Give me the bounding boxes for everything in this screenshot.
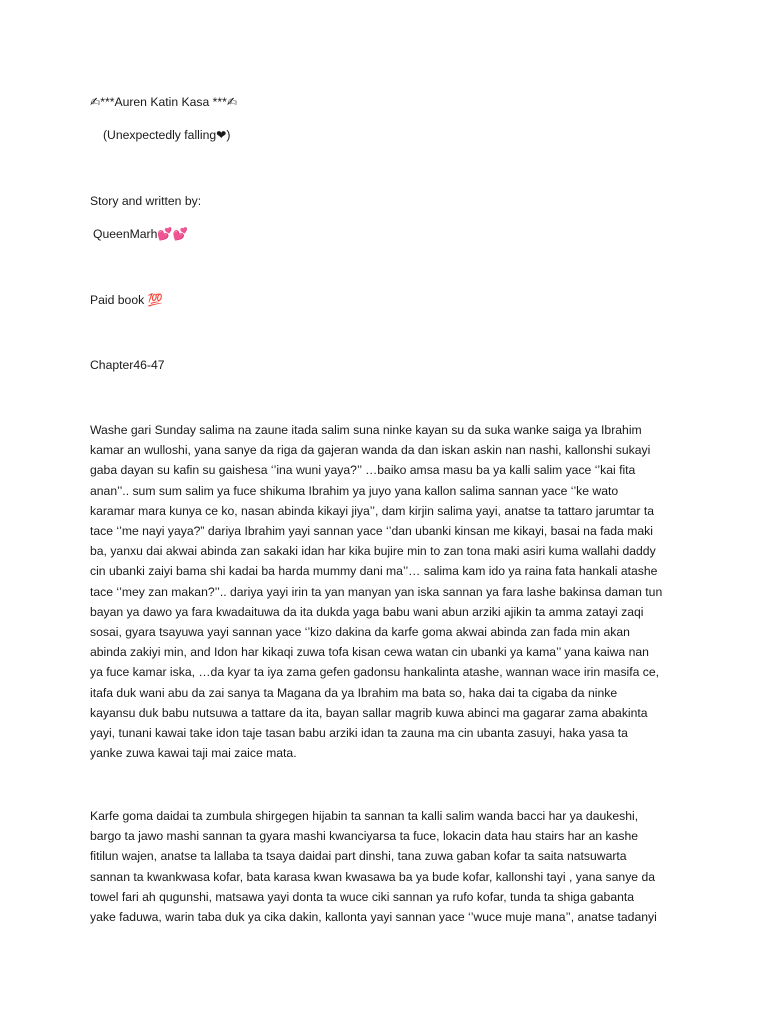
paragraph-line: Karfe goma daidai ta zumbula shirgegen hijabin ta sannan ta kalli salim wanda bacci har ya daukeshi, (90, 809, 639, 823)
credit-label: Story and written by: (90, 194, 202, 208)
paragraph-line: kayansu duk babu nutsuwa a tattare da ita, bayan sallar magrib kuwa abinci ma gagarar zama abakinta (90, 705, 648, 720)
story-title: ✍***Auren Katin Kasa ***✍ (90, 95, 238, 109)
paragraph-line: bayan ya dawo ya fara kwadaituwa da ita dukda yaga babu wani abun arziki ajikin ta amma zatayi zaqi (90, 604, 644, 619)
story-subtitle: (Unexpectedly falling❤) (103, 128, 231, 142)
paragraph-line: sosai, gyara tsayuwa yayi sannan yace ‘’kizo dakina da karfe goma akwai abinda zan fada min akan (90, 625, 630, 640)
paragraph-line: anan’’.. sum sum salim ya fuce shikuma Ibrahim ya juyo yana kallon salima sannan yace ‘’ke wato (90, 483, 619, 498)
paragraph-line: bargo ta jawo mashi sannan ta gyara mashi kwanciyarsa ta fuce, lokacin data hau stairs har an kashe (90, 829, 639, 844)
paragraph-line: tace ‘’me nayi yaya?” dariya Ibrahim yayi sannan yace ‘’dan ubanki kinsan me kikayi, basai na fada maki (90, 524, 653, 539)
paragraph-line: cin ubanki zaiyi bama shi kadai ba harda mummy dani ma’’… salima kam ido ya raina fata hankali atashe (90, 564, 658, 579)
paragraph-line: yanke zuwa kawai taji mai zaice mata. (90, 746, 297, 761)
author-name: QueenMarh💕💕 (93, 227, 188, 241)
paragraph-line: Washe gari Sunday salima na zaune itada salim suna ninke kayan su da suka wanke saiga ya Ibrahim (90, 423, 642, 437)
paragraph-line: towel fari ah qugunshi, matsawa yayi donta ta wuce ciki sannan ya rufo kofar, tunda ta shiga gabanta (90, 889, 635, 904)
paragraph-line: kamar an wulloshi, yana sanye da riga da gajeran wanda da dan iskan askin nan nashi, kallonshi sukayi (90, 443, 651, 458)
paragraph-line: yake faduwa, warin taba duk ya cika dakin, kallonta yayi sannan yace ‘’wuce muje mana’’, anatse tadanyi (90, 910, 657, 925)
paragraph-line: fitilun wajen, anatse ta lallaba ta tsaya daidai part dinshi, tana zuwa gaban kofar ta saita natsuwarta (90, 849, 627, 864)
paragraph-line: ba, yanxu dai akwai abinda zan sakaki idan har kika bujire min to zan tona maki asiri kuma wallahi daddy (90, 544, 656, 559)
chapter-heading: Chapter46-47 (90, 358, 165, 372)
paragraph-1 (90, 420, 682, 763)
paragraph-line: tace ‘’mey zan makan?’’.. dariya yayi irin ta yan manyan yan iska sannan ya fara lashe bakinsa daman tun (90, 584, 663, 599)
paragraph-line: karamar mara kunya ce ko, nasan abinda kikayi jiya’’, dam kirjin salima yayi, anatse ta tattaro jarumtar ta (90, 503, 655, 518)
paragraph-line: ya fuce kamar iska, …da kyar ta iya zama gefen gadonsu hankalinta atashe, wannan wace irin masifa ce, (90, 665, 660, 680)
paragraph-line: yayi, tunani kawai take idon taje tasan babu arziki idan ta zauna ma cin ubanta zasuyi, haka yasa ta (90, 726, 628, 741)
paid-book-label: Paid book 💯 (90, 293, 163, 307)
paragraph-line: itafa duk wani abu da zai sanya ta Magana da ya Ibrahim ma bata so, haka dai ta cigaba da ninke (90, 685, 618, 700)
paragraph-line: gaba dayan su kafin su gaishesa ‘’ina wuni yaya?’’ …baiko amsa masu ba ya kalli salim yace ‘’kai fita (90, 463, 636, 478)
paragraph-line: sannan ta kwankwasa kofar, bata karasa kwan kwasawa ba ya bude kofar, kallonshi tayi , yana sanye da (90, 869, 656, 884)
paragraph-2 (90, 806, 682, 927)
paragraph-line: abinda zakiyi min, and Idon har kikaqi zuwa tofa kisan cewa watan cin ubanki ya kama’’ yana kaiwa nan (90, 645, 649, 660)
